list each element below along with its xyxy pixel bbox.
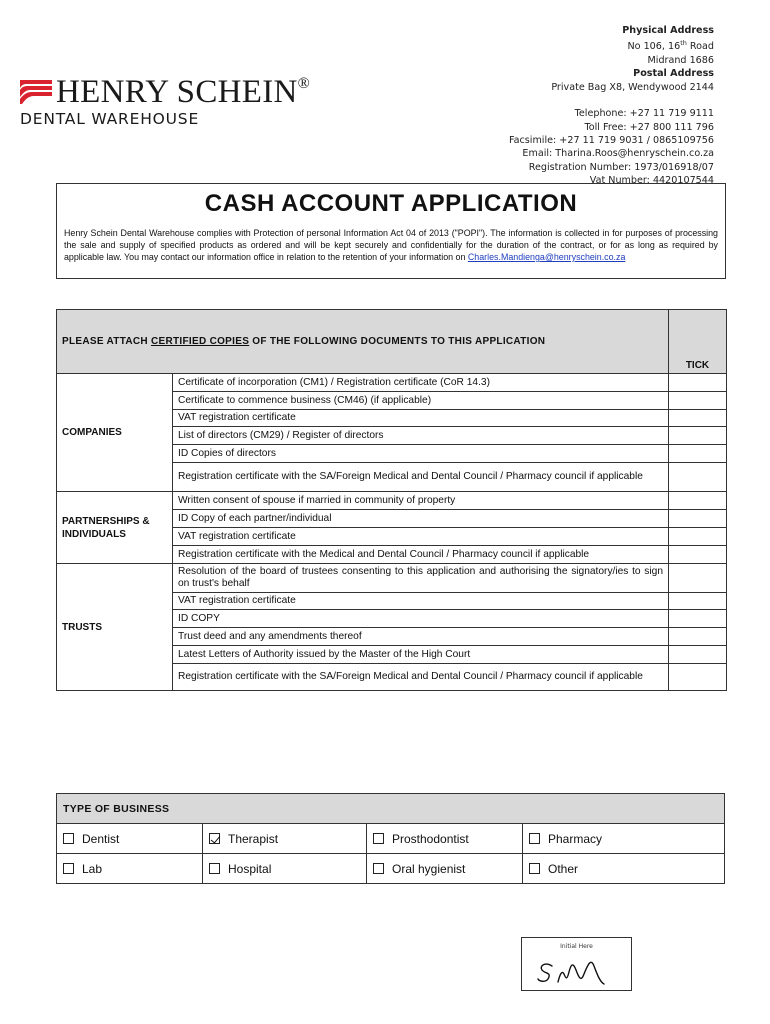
- business-type-heading: TYPE OF BUSINESS: [57, 794, 725, 824]
- document-item: ID COPY: [173, 610, 669, 628]
- tick-cell[interactable]: [669, 510, 727, 528]
- document-item: Latest Letters of Authority issued by the Master of the High Court: [173, 646, 669, 664]
- document-item: Trust deed and any amendments thereof: [173, 628, 669, 646]
- document-item: VAT registration certificate: [173, 410, 669, 427]
- tick-cell[interactable]: [669, 664, 727, 691]
- popi-notice: [64, 227, 718, 263]
- document-item: ID Copy of each partner/individual: [173, 510, 669, 528]
- table-row: [57, 374, 727, 392]
- tick-cell[interactable]: [669, 564, 727, 593]
- postal-address-line1: Private Bag X8, Wendywood 2144: [551, 81, 714, 93]
- checkbox-icon[interactable]: [529, 833, 540, 844]
- tick-cell[interactable]: [669, 410, 727, 427]
- group-partnerships: PARTNERSHIPS & INDIVIDUALS: [57, 492, 173, 564]
- document-item: Registration certificate with the Medical and Dental Council / Pharmacy council if applicable: [173, 546, 669, 564]
- document-item: Registration certificate with the SA/Foreign Medical and Dental Council / Pharmacy council if applicable: [173, 463, 669, 492]
- address-block: [509, 24, 714, 188]
- vat-number: Vat Number: 4420107544: [589, 175, 714, 187]
- logo-registered-mark: ®: [297, 75, 311, 92]
- henry-schein-stripes-icon: [16, 76, 54, 108]
- checkbox-checked-icon[interactable]: [209, 833, 220, 844]
- documents-header-row: [57, 310, 727, 374]
- documents-heading: PLEASE ATTACH CERTIFIED COPIES OF THE FOLLOWING DOCUMENTS TO THIS APPLICATION: [57, 310, 669, 374]
- document-item: Resolution of the board of trustees consenting to this application and authorising the signatory/ies to sign on trust's behalf: [173, 564, 669, 593]
- tick-cell[interactable]: [669, 528, 727, 546]
- facsimile: Facsimile: +27 11 719 9031 / 0865109756: [508, 135, 714, 147]
- tick-cell[interactable]: [669, 374, 727, 392]
- title-box: [56, 183, 726, 279]
- business-option-pharmacy[interactable]: Pharmacy: [523, 824, 725, 854]
- toll-free: Toll Free: +27 800 111 796: [584, 121, 714, 133]
- business-option-prosthodontist[interactable]: Prosthodontist: [367, 824, 523, 854]
- physical-address-heading: Physical Address: [622, 25, 714, 36]
- checkbox-icon[interactable]: [63, 833, 74, 844]
- business-option-oral-hygienist[interactable]: Oral hygienist: [367, 854, 523, 884]
- popi-text: Henry Schein Dental Warehouse complies with Protection of personal Information Act 04 of 2013 ("POPI"). The information is collected in for purposes of processing the sale and supply of specified products as ordered and will be kept securely and confidentially for the duration of the contract, or for as long as required by applicable law. You may contact our information office in relation to the retention of your information on: [64, 228, 718, 262]
- tick-cell[interactable]: [669, 427, 727, 445]
- document-item: VAT registration certificate: [173, 528, 669, 546]
- group-companies: COMPANIES: [57, 374, 173, 492]
- checkbox-icon[interactable]: [209, 863, 220, 874]
- tick-cell[interactable]: [669, 646, 727, 664]
- initials-box[interactable]: [521, 937, 632, 991]
- business-option-hospital[interactable]: Hospital: [203, 854, 367, 884]
- documents-table: [56, 309, 727, 691]
- tick-cell[interactable]: [669, 610, 727, 628]
- logo-subtitle: DENTAL WAREHOUSE: [20, 110, 200, 128]
- physical-address-line1: No 106, 16th Road: [627, 39, 714, 53]
- logo-name-text: HENRY SCHEIN: [56, 74, 298, 110]
- popi-email-link[interactable]: Charles.Mandienga@henryschein.co.za: [467, 252, 626, 262]
- tick-cell[interactable]: [669, 492, 727, 510]
- postal-address-heading: Postal Address: [633, 68, 714, 80]
- email: Email: Tharina.Roos@henryschein.co.za: [522, 148, 714, 160]
- initials-signature: [536, 952, 626, 988]
- group-trusts: TRUSTS: [57, 564, 173, 691]
- checkbox-icon[interactable]: [373, 833, 384, 844]
- tick-cell[interactable]: [669, 463, 727, 492]
- document-item: List of directors (CM29) / Register of directors: [173, 427, 669, 445]
- table-row: [57, 492, 727, 510]
- tick-cell[interactable]: [669, 593, 727, 610]
- checkbox-icon[interactable]: [529, 863, 540, 874]
- document-item: ID Copies of directors: [173, 445, 669, 463]
- document-item: VAT registration certificate: [173, 593, 669, 610]
- tick-cell[interactable]: [669, 445, 727, 463]
- registration-number: Registration Number: 1973/016918/07: [528, 161, 714, 173]
- checkbox-icon[interactable]: [63, 863, 74, 874]
- physical-address-line2: Midrand 1686: [647, 55, 714, 66]
- business-option-therapist[interactable]: Therapist: [203, 824, 367, 854]
- telephone: Telephone: +27 11 719 9111: [574, 108, 714, 120]
- document-item: Written consent of spouse if married in community of property: [173, 492, 669, 510]
- tick-cell[interactable]: [669, 546, 727, 564]
- business-option-dentist[interactable]: Dentist: [57, 824, 203, 854]
- document-item: Registration certificate with the SA/Foreign Medical and Dental Council / Pharmacy council if applicable: [173, 664, 669, 691]
- business-type-table: [56, 793, 725, 884]
- document-item: Certificate to commence business (CM46) (if applicable): [173, 392, 669, 410]
- company-logo: [16, 74, 346, 134]
- business-option-lab[interactable]: Lab: [57, 854, 203, 884]
- document-item: Certificate of incorporation (CM1) / Registration certificate (CoR 14.3): [173, 374, 669, 392]
- initials-label: Initial Here: [560, 943, 593, 950]
- checkbox-icon[interactable]: [373, 863, 384, 874]
- page-title: CASH ACCOUNT APPLICATION: [204, 190, 578, 217]
- tick-cell[interactable]: [669, 392, 727, 410]
- table-row: [57, 564, 727, 593]
- business-option-other[interactable]: Other: [523, 854, 725, 884]
- tick-cell[interactable]: [669, 628, 727, 646]
- tick-column-header: TICK: [669, 310, 727, 374]
